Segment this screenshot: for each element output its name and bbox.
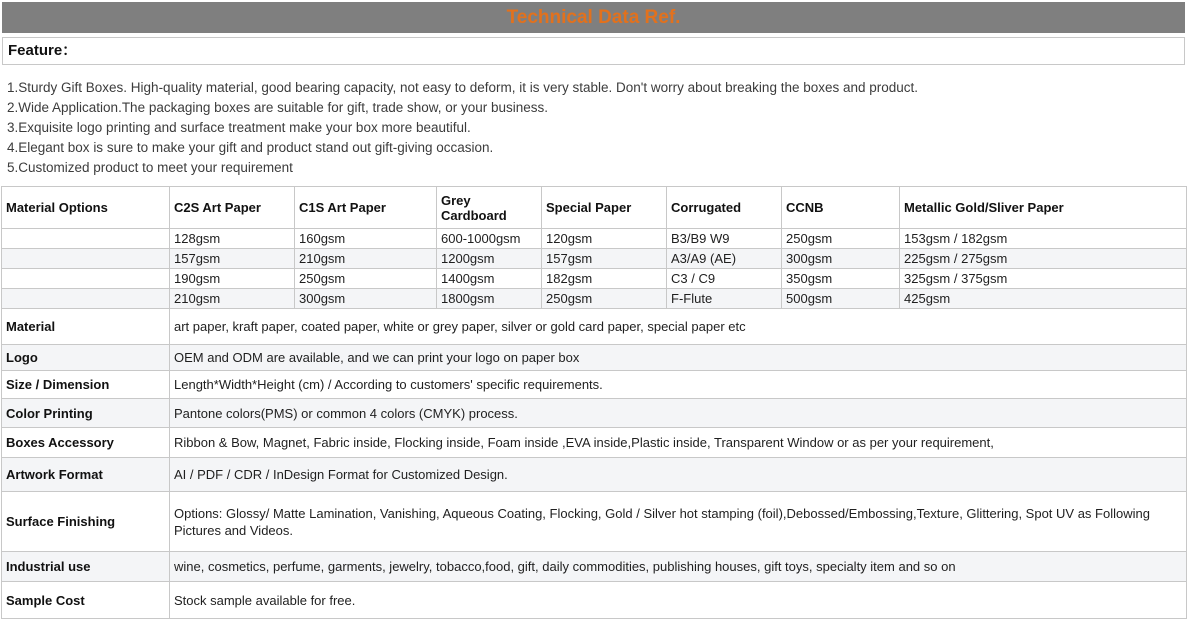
spec-label: Surface Finishing [2,492,170,552]
materials-row [2,289,1187,309]
feature-list [2,78,1185,178]
materials-cell: A3/A9 (AE) [667,249,782,269]
spec-label: Sample Cost [2,582,170,619]
spec-value: Stock sample available for free. [170,582,1187,619]
materials-cell: 500gsm [782,289,900,309]
spec-row [2,582,1187,619]
materials-cell: 1800gsm [437,289,542,309]
technical-data-table [1,186,1187,619]
materials-cell: 160gsm [295,229,437,249]
materials-cell: 210gsm [295,249,437,269]
spec-label: Industrial use [2,552,170,582]
spec-row [2,399,1187,428]
materials-cell: 600-1000gsm [437,229,542,249]
materials-cell: 325gsm / 375gsm [900,269,1187,289]
feature-item: 3.Exquisite logo printing and surface treatment make your box more beautiful. [7,120,471,135]
spec-row [2,371,1187,399]
materials-cell: 425gsm [900,289,1187,309]
title-bar [2,2,1185,33]
spec-value: Ribbon & Bow, Magnet, Fabric inside, Flocking inside, Foam inside ,EVA inside,Plastic inside, Transparent Window or as per your requirement, [170,428,1187,458]
spec-label: Material [2,309,170,345]
materials-cell: 128gsm [170,229,295,249]
column-header: CCNB [782,187,900,229]
spec-label: Color Printing [2,399,170,428]
column-header: C2S Art Paper [170,187,295,229]
spec-value: Length*Width*Height (cm) / According to customers' specific requirements. [170,371,1187,399]
materials-cell: 250gsm [295,269,437,289]
spec-row [2,552,1187,582]
spec-row [2,492,1187,552]
materials-cell: 1200gsm [437,249,542,269]
materials-row [2,269,1187,289]
materials-cell: 120gsm [542,229,667,249]
column-header: Material Options [2,187,170,229]
spec-label: Artwork Format [2,458,170,492]
materials-cell [2,289,170,309]
materials-row [2,229,1187,249]
materials-cell: 250gsm [782,229,900,249]
feature-heading: Feature： [8,42,78,59]
column-header: Special Paper [542,187,667,229]
spec-value: wine, cosmetics, perfume, garments, jewelry, tobacco,food, gift, daily commodities, publishing houses, gift toys, specialty item and so on [170,552,1187,582]
spec-label: Logo [2,345,170,371]
feature-item: 4.Elegant box is sure to make your gift and product stand out gift-giving occasion. [7,140,494,155]
spec-row [2,309,1187,345]
spec-row [2,458,1187,492]
feature-heading-box [2,37,1185,65]
spec-row [2,428,1187,458]
spec-value: Pantone colors(PMS) or common 4 colors (CMYK) process. [170,399,1187,428]
materials-cell: 300gsm [782,249,900,269]
spec-rows [2,309,1187,619]
feature-item: 5.Customized product to meet your requirement [7,160,293,175]
materials-cell: F-Flute [667,289,782,309]
spec-value: art paper, kraft paper, coated paper, white or grey paper, silver or gold card paper, special paper etc [170,309,1187,345]
materials-cell: 182gsm [542,269,667,289]
materials-cell: 1400gsm [437,269,542,289]
column-header: C1S Art Paper [295,187,437,229]
materials-cell: C3 / C9 [667,269,782,289]
feature-item: 1.Sturdy Gift Boxes. High-quality material, good bearing capacity, not easy to deform, it is very stable. Don't worry about breaking the boxes and product. [7,80,919,95]
materials-cell: 190gsm [170,269,295,289]
materials-header-row [2,187,1187,229]
column-header: Grey Cardboard [437,187,542,229]
materials-cell: 300gsm [295,289,437,309]
materials-cell: 157gsm [542,249,667,269]
materials-cell [2,229,170,249]
page-title: Technical Data Ref. [506,7,681,28]
materials-cell [2,269,170,289]
column-header: Corrugated [667,187,782,229]
spec-label: Boxes Accessory [2,428,170,458]
spec-value: OEM and ODM are available, and we can print your logo on paper box [170,345,1187,371]
materials-cell: B3/B9 W9 [667,229,782,249]
materials-cell: 250gsm [542,289,667,309]
materials-row [2,249,1187,269]
feature-item: 2.Wide Application.The packaging boxes are suitable for gift, trade show, or your business. [7,100,549,115]
materials-cell: 350gsm [782,269,900,289]
column-header: Metallic Gold/Sliver Paper [900,187,1187,229]
materials-cell: 157gsm [170,249,295,269]
spec-row [2,345,1187,371]
spec-value: AI / PDF / CDR / InDesign Format for Customized Design. [170,458,1187,492]
materials-rows [2,229,1187,309]
spec-label: Size / Dimension [2,371,170,399]
materials-cell: 210gsm [170,289,295,309]
materials-cell [2,249,170,269]
materials-cell: 225gsm / 275gsm [900,249,1187,269]
materials-cell: 153gsm / 182gsm [900,229,1187,249]
spec-value: Options: Glossy/ Matte Lamination, Vanishing, Aqueous Coating, Flocking, Gold / Silver hot stamping (foil),Debossed/Embossing,Texture, Glittering, Spot UV as Following Pictures and Videos. [170,492,1187,552]
